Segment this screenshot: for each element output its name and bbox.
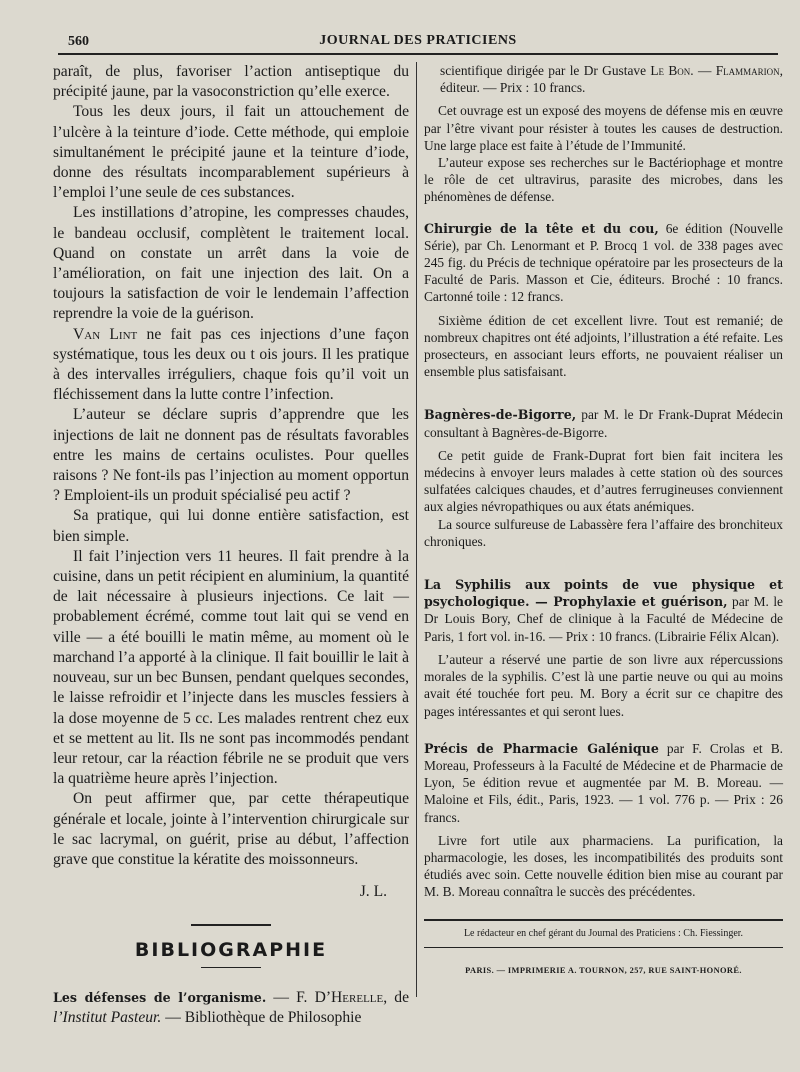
article-paragraph: Sa pratique, qui lui donne entière satisfaction, est bien simple. — [53, 507, 409, 545]
column-divider — [416, 62, 417, 997]
footer-rule — [424, 947, 783, 948]
entry-description: L’auteur expose ses recherches sur le Bactériophage et montre le rôle de cet ultravirus, parasite des microbes, dans les phénomènes de défense. — [424, 155, 783, 205]
entry-heading — [424, 576, 783, 645]
entry-continuation — [424, 62, 783, 96]
entry-text: par M. le Dr Louis Bory, Chef de clinique à la Faculté de Médecine de Paris, 1 fort vol. in-16. — Prix : 10 francs. (Librairie Félix Alcan). — [424, 594, 783, 644]
entry-affiliation: l’Institut Pasteur. — [53, 1008, 162, 1026]
bibliography-entry — [424, 220, 783, 381]
entry-text: , éditeur. — Prix : 10 francs. — [440, 63, 783, 96]
entry-title: La Syphilis aux points de vue physique et psychologique. — Prophylaxie et guérison, — [424, 577, 783, 610]
page-number: 560 — [68, 34, 89, 49]
entry-text: par M. le Dr Frank-Duprat Médecin consultant à Bagnères-de-Bigorre. — [424, 407, 783, 440]
section-heading: BIBLIOGRAPHIE — [134, 939, 328, 962]
entry-description: L’auteur a réservé une partie de son livre aux répercussions morales de la syphilis. C’est là une partie neuve ou qui au moins avait été touchée fort peu. M. Bory a écrit sur ce chapitre des pages intéressantes et qui seront lues. — [424, 651, 783, 719]
author-name: Le Bon — [650, 63, 691, 78]
section-rule — [191, 924, 271, 926]
article-paragraph: Tous les deux jours, il fait un attouchement de l’ulcère à la teinture d’iode. Cette méthode, qui emploie simultanément le précipité jaune et la teinture d’iode, donne des résultats incomparablement supérieurs à l’emploi l’une seule de ces substances. — [53, 103, 409, 202]
entry-text: scientifique dirigée par le Dr Gustave — [440, 63, 651, 78]
editor-line: Le rédacteur en chef gérant du Journal des Praticiens : Ch. Fiessinger. — [463, 927, 744, 939]
article-paragraph: Les instillations d’atropine, les compresses chaudes, le bandeau occlusif, complètent le traitement local. Quand on constate un arrêt dans la voie de l’amélioration, on fait une injection des lait. On a toujours la satisfaction de voir le lendemain l’affection reprendre la voie de la guérison. — [53, 204, 409, 323]
entry-description: La source sulfureuse de Labassère fera l’affaire des bronchiteux chroniques. — [424, 516, 783, 549]
entry-description: Sixième édition de cet excellent livre. Tout est remanié; de nombreux chapitres ont été adjoints, l’illustration a été refaite. Les prosecteurs, en associant leurs efforts, ne pouvaient réaliser un ensemble plus satisfaisant. — [424, 312, 783, 380]
entry-text: . — — [690, 63, 716, 78]
entry-title: Les défenses de l’organisme. — [53, 989, 267, 1005]
footer-rule — [424, 919, 783, 921]
publisher-name: Flammarion — [715, 63, 780, 78]
article-signature: J. L. — [359, 883, 387, 901]
article-paragraph: Il fait l’injection vers 11 heures. Il fait prendre à la cuisine, dans un petit récipient en aluminium, la quantité de lait nécessaire à plusieurs injections. Ce lait — probablement écrémé, comme tout lait qui se vend en ville — a été bouilli le matin même, au moment où le marchand l’a apporté à la clinique. Il fait bouillir le lait à nouveau, sur un bec Bunsen, pendant quelques secondes, le laisse refroidir et l’injecte dans les muscles fessiers à la dose moyenne de 5 cc. Les malades rentrent chez eux et se mettent au lit. Ils ne sont pas incommodés pendant leur retour, car la réaction fébrile ne se produit que vers la quatrième heure après l’injection. — [53, 547, 409, 788]
entry-title: Bagnères-de-Bigorre, — [424, 407, 577, 423]
bibliography-entry — [424, 740, 783, 901]
author-name: Herelle — [331, 988, 384, 1006]
entry-heading — [424, 220, 783, 306]
entry-text: — F. D’ — [266, 988, 332, 1006]
entry-text: 6e édition (Nouvelle Série), par Ch. Lenormant et P. Brocq 1 vol. de 338 pages avec 245 fig. du Précis de technique opératoire par les prosecteurs de la Faculté de Paris. Masson et Cie, éditeurs. Broché : 10 francs. Cartonné toile : 12 francs. — [424, 220, 783, 305]
header-rule — [58, 53, 778, 55]
entry-text: , de — [383, 988, 409, 1006]
author-name: Van Lint — [73, 325, 138, 343]
entry-title: Chirurgie de la tête et du cou, — [424, 220, 659, 236]
entry-title: Précis de Pharmacie Galénique — [424, 740, 659, 756]
left-column — [53, 62, 409, 1028]
entry-text: — Bibliothèque de Philosophie — [161, 1008, 362, 1026]
running-title: JOURNAL DES PRATICIENS — [319, 33, 517, 48]
article-paragraph: On peut affirmer que, par cette thérapeutique générale et locale, jointe à l’intervention chirurgicale sur le sac lacrymal, on guérit, prise au début, l’affection grave que constitue la kératite des moissonneurs. — [53, 790, 409, 868]
entry-heading — [424, 406, 783, 440]
entry-heading — [424, 740, 783, 826]
printer-imprint: PARIS. — IMPRIMERIE A. TOURNON, 257, RUE SAINT-HONORÉ. — [465, 965, 742, 975]
bibliography-entry — [53, 988, 409, 1028]
page-header — [58, 30, 778, 52]
entry-text: par F. Crolas et B. Moreau, Professeurs à la Faculté de Médecine et de Pharmacie de Lyon, 5e édition revue et augmentée par M. B. Moreau. — Maloine et Fils, édit., Paris, 1923. — 1 vol. 776 p. — Prix : 26 francs. — [424, 740, 783, 825]
paragraph-text: ne fait pas ces injections d’une façon systématique, tous les deux ou t ois jours. Il les pratique à des intervalles irréguliers, chaque fois qu’il voit un fléchissement dans la lutte contre l’infection. — [53, 325, 410, 404]
bibliography-entry — [424, 576, 783, 720]
bibliography-entry — [424, 406, 783, 550]
entry-description: Cet ouvrage est un exposé des moyens de défense mis en œuvre par l’être vivant pour résister à toutes les causes de destruction. Une large place est faite à l’étude de l’Immunité. — [424, 103, 783, 153]
article-paragraph: L’auteur se déclare supris d’apprendre que les injections de lait ne donnent pas de résultats favorables entre les mains de certains oculistes. Pour quelles raisons ? Ne font-ils pas l’injection au moment opportun ? Emploient-ils un produit spécialisé peu actif ? — [53, 406, 409, 505]
right-column — [424, 62, 783, 979]
article-paragraph: paraît, de plus, favoriser l’action antiseptique du précipité jaune, par la vasoconstriction qu’elle exerce. — [53, 63, 409, 101]
section-rule — [201, 967, 261, 968]
entry-description: Livre fort utile aux pharmaciens. La purification, la pharmacologie, les doses, les incompatibilités des produits sont étudiés avec soin. Cette nouvelle édition bien mise au courant par M. B. Moreau connaîtra le succès des précédentes. — [424, 832, 783, 900]
entry-description: Ce petit guide de Frank-Duprat fort bien fait incitera les médecins à envoyer leurs malades à cette station où des sources sulfatées calciques chaudes, et d’autres ferrugineuses conviennent aux algies névropathiques ou aux états anémiques. — [424, 447, 783, 515]
article-paragraph — [53, 325, 409, 406]
